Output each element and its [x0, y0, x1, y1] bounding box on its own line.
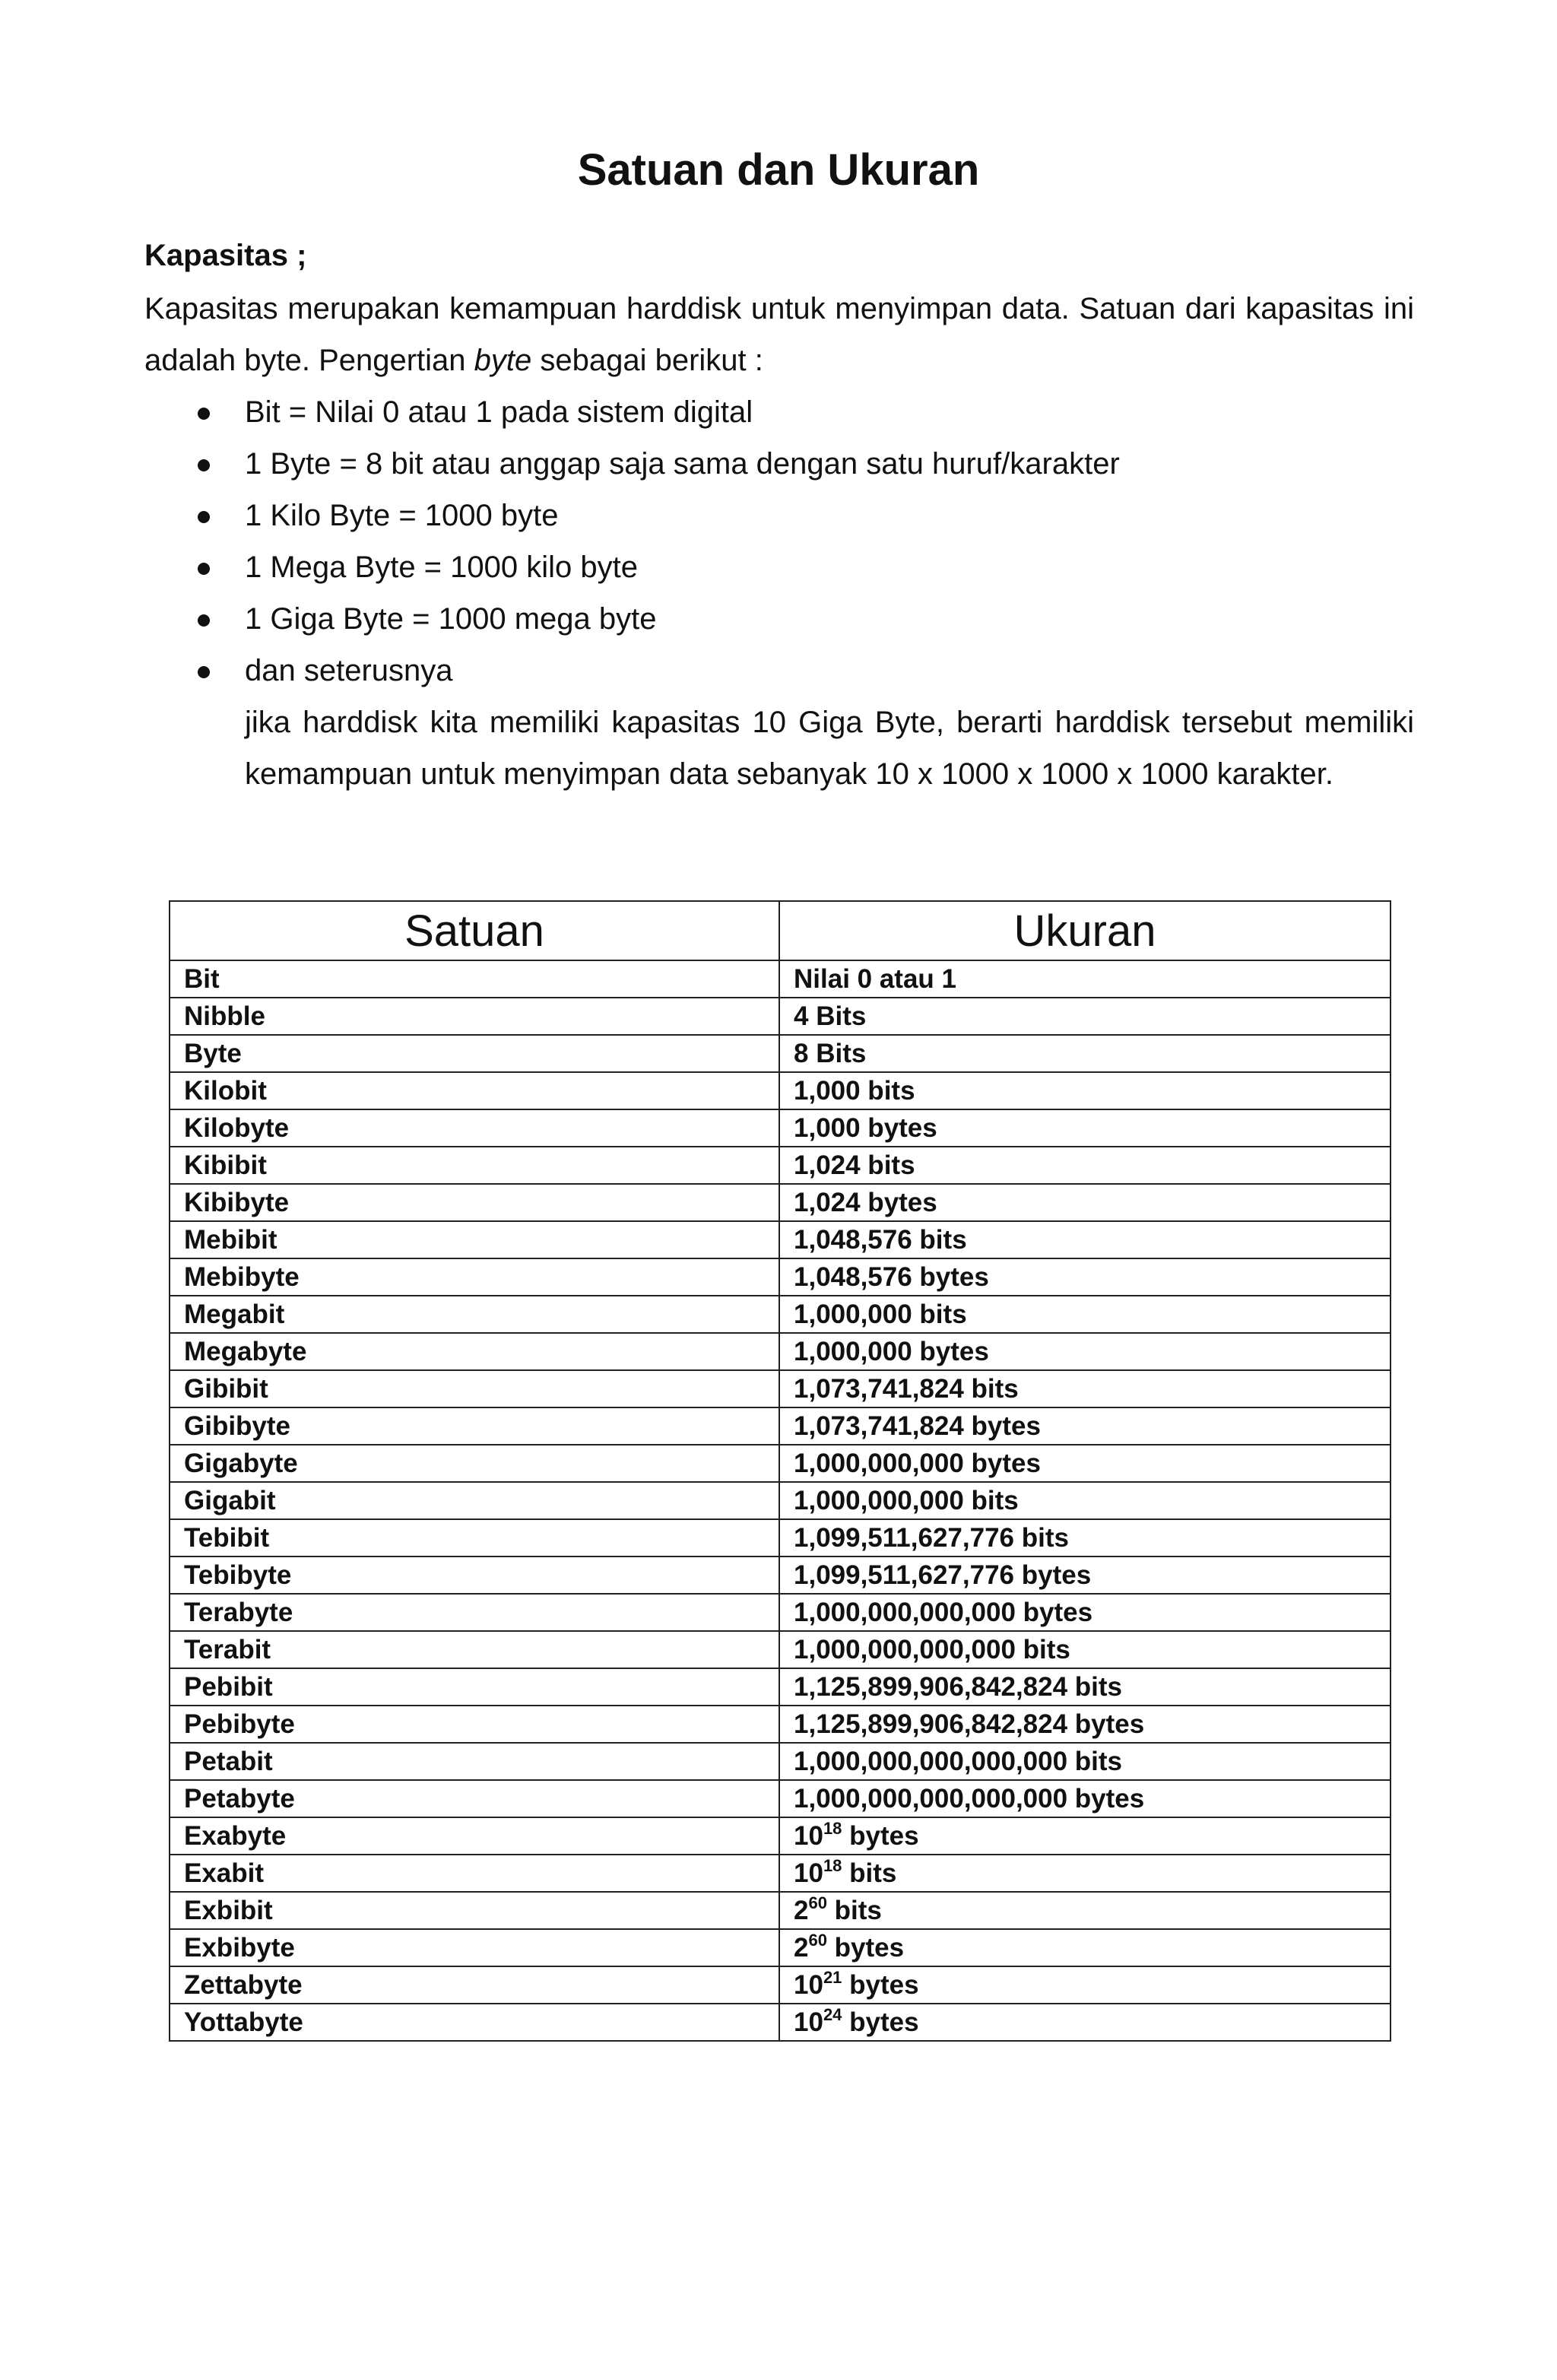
table-row	[170, 1594, 1391, 1631]
capacity-note: jika harddisk kita memiliki kapasitas 10 Giga Byte, berarti harddisk tersebut memiliki kemampuan untuk menyimpan data sebanyak 10 x 1000 x 1000 x 1000 karakter.	[245, 706, 1414, 791]
table-row	[170, 1370, 1391, 1407]
table-row	[170, 1966, 1391, 2004]
cell-satuan: Kibibit	[170, 1147, 779, 1184]
cell-ukuran: 1,073,741,824 bits	[779, 1370, 1391, 1407]
table-row	[170, 1855, 1391, 1892]
cell-ukuran: 1,125,899,906,842,824 bits	[779, 1668, 1391, 1706]
cell-satuan: Megabyte	[170, 1333, 779, 1370]
table-row	[170, 1221, 1391, 1258]
bullet-icon	[198, 614, 210, 627]
power-unit: bits	[842, 1858, 897, 1888]
intro-emphasis: byte	[474, 344, 532, 377]
power-exponent: 18	[823, 1856, 842, 1875]
header-satuan: Satuan	[170, 901, 779, 960]
cell-satuan: Tebibyte	[170, 1557, 779, 1594]
power-exponent: 18	[823, 1819, 842, 1838]
table-row	[170, 1258, 1391, 1296]
table-row	[170, 1892, 1391, 1929]
cell-ukuran	[779, 1929, 1391, 1966]
power-unit: bytes	[826, 1933, 905, 1963]
cell-satuan: Mebibit	[170, 1221, 779, 1258]
cell-satuan: Pebibyte	[170, 1706, 779, 1743]
bullet-item	[144, 490, 1414, 541]
bullet-icon	[198, 459, 210, 471]
cell-ukuran: 1,099,511,627,776 bits	[779, 1519, 1391, 1557]
units-table	[169, 900, 1391, 2042]
cell-satuan: Petabit	[170, 1743, 779, 1780]
cell-ukuran	[779, 1817, 1391, 1855]
table-row	[170, 998, 1391, 1035]
cell-satuan: Bit	[170, 960, 779, 998]
power-exponent: 60	[808, 1931, 827, 1950]
cell-ukuran	[779, 1966, 1391, 2004]
cell-satuan: Mebibyte	[170, 1258, 779, 1296]
table-row	[170, 2004, 1391, 2041]
bullet-text: dan seterusnya	[245, 654, 453, 687]
power-exponent: 60	[808, 1893, 827, 1912]
power-base: 10	[794, 1858, 823, 1888]
bullet-item	[144, 438, 1414, 490]
table-row	[170, 1109, 1391, 1147]
cell-ukuran: 1,000,000,000,000,000 bits	[779, 1743, 1391, 1780]
intro-text-before: Kapasitas merupakan kemampuan harddisk untuk menyimpan data. Satuan dari kapasitas ini adalah byte. Pengertian	[144, 292, 1414, 377]
bullet-icon	[198, 408, 210, 420]
cell-satuan: Pebibit	[170, 1668, 779, 1706]
table-row	[170, 1631, 1391, 1668]
cell-satuan: Kibibyte	[170, 1184, 779, 1221]
table-row	[170, 1035, 1391, 1072]
table-row	[170, 1072, 1391, 1109]
bullet-icon	[198, 511, 210, 523]
cell-satuan: Terabyte	[170, 1594, 779, 1631]
cell-satuan: Nibble	[170, 998, 779, 1035]
table-row	[170, 1817, 1391, 1855]
bullet-icon	[198, 666, 210, 678]
section-heading: Kapasitas ;	[144, 239, 307, 272]
cell-satuan: Tebibit	[170, 1519, 779, 1557]
table-row	[170, 1482, 1391, 1519]
table-row	[170, 1929, 1391, 1966]
cell-ukuran: 1,000,000 bytes	[779, 1333, 1391, 1370]
bullet-item	[144, 645, 1414, 697]
cell-ukuran: 1,000,000,000,000 bytes	[779, 1594, 1391, 1631]
cell-satuan: Gibibit	[170, 1370, 779, 1407]
table-row	[170, 1668, 1391, 1706]
cell-ukuran: 1,000,000,000,000 bits	[779, 1631, 1391, 1668]
cell-satuan: Exabyte	[170, 1817, 779, 1855]
header-ukuran: Ukuran	[779, 901, 1391, 960]
cell-ukuran: 1,048,576 bits	[779, 1221, 1391, 1258]
cell-ukuran: 1,000,000 bits	[779, 1296, 1391, 1333]
table-row	[170, 1743, 1391, 1780]
cell-ukuran: 8 Bits	[779, 1035, 1391, 1072]
bullet-text: 1 Byte = 8 bit atau anggap saja sama dengan satu huruf/karakter	[245, 447, 1120, 481]
table-row	[170, 960, 1391, 998]
table-row	[170, 1557, 1391, 1594]
cell-satuan: Gigabit	[170, 1482, 779, 1519]
cell-satuan: Byte	[170, 1035, 779, 1072]
table-row	[170, 1333, 1391, 1370]
table-body	[170, 960, 1391, 2041]
cell-ukuran: 1,000 bits	[779, 1072, 1391, 1109]
bullet-list	[144, 386, 1414, 697]
cell-ukuran: 1,125,899,906,842,824 bytes	[779, 1706, 1391, 1743]
bullet-text: 1 Mega Byte = 1000 kilo byte	[245, 551, 638, 584]
bullet-text: 1 Kilo Byte = 1000 byte	[245, 499, 559, 532]
bullet-item	[144, 541, 1414, 593]
cell-ukuran: 4 Bits	[779, 998, 1391, 1035]
cell-satuan: Gibibyte	[170, 1407, 779, 1445]
power-base: 10	[794, 1970, 823, 2000]
cell-satuan: Exbibit	[170, 1892, 779, 1929]
bullet-icon	[198, 563, 210, 575]
cell-satuan: Exbibyte	[170, 1929, 779, 1966]
cell-satuan: Megabit	[170, 1296, 779, 1333]
cell-satuan: Gigabyte	[170, 1445, 779, 1482]
cell-satuan: Terabit	[170, 1631, 779, 1668]
bullet-item	[144, 593, 1414, 645]
power-unit: bytes	[842, 1821, 919, 1851]
table-row	[170, 1519, 1391, 1557]
cell-ukuran	[779, 2004, 1391, 2041]
cell-ukuran	[779, 1855, 1391, 1892]
cell-ukuran: 1,000 bytes	[779, 1109, 1391, 1147]
power-unit: bytes	[842, 2007, 919, 2037]
page-title: Satuan dan Ukuran	[577, 145, 980, 195]
cell-satuan: Zettabyte	[170, 1966, 779, 2004]
power-base: 2	[794, 1933, 809, 1963]
power-base: 10	[794, 1821, 823, 1851]
power-exponent: 24	[823, 2005, 842, 2024]
cell-ukuran: 1,000,000,000 bytes	[779, 1445, 1391, 1482]
power-unit: bytes	[842, 1970, 919, 2000]
table-row	[170, 1706, 1391, 1743]
cell-ukuran: 1,024 bytes	[779, 1184, 1391, 1221]
cell-ukuran: Nilai 0 atau 1	[779, 960, 1391, 998]
bullet-item	[144, 386, 1414, 438]
table-row	[170, 1147, 1391, 1184]
table-row	[170, 1184, 1391, 1221]
table-header-row	[170, 901, 1391, 960]
bullet-text: 1 Giga Byte = 1000 mega byte	[245, 602, 657, 636]
table-row	[170, 1407, 1391, 1445]
cell-ukuran: 1,048,576 bytes	[779, 1258, 1391, 1296]
cell-satuan: Petabyte	[170, 1780, 779, 1817]
cell-ukuran: 1,000,000,000,000,000 bytes	[779, 1780, 1391, 1817]
cell-satuan: Kilobyte	[170, 1109, 779, 1147]
intro-text-after: sebagai berikut :	[531, 344, 763, 377]
cell-satuan: Kilobit	[170, 1072, 779, 1109]
power-unit: bits	[826, 1896, 882, 1925]
intro-paragraph	[144, 283, 1414, 386]
cell-ukuran: 1,099,511,627,776 bytes	[779, 1557, 1391, 1594]
cell-satuan: Yottabyte	[170, 2004, 779, 2041]
cell-ukuran: 1,073,741,824 bytes	[779, 1407, 1391, 1445]
power-exponent: 21	[823, 1968, 842, 1987]
cell-satuan: Exabit	[170, 1855, 779, 1892]
cell-ukuran: 1,000,000,000 bits	[779, 1482, 1391, 1519]
table-row	[170, 1296, 1391, 1333]
bullet-text: Bit = Nilai 0 atau 1 pada sistem digital	[245, 395, 753, 429]
power-base: 2	[794, 1896, 809, 1925]
table-row	[170, 1445, 1391, 1482]
power-base: 10	[794, 2007, 823, 2037]
cell-ukuran	[779, 1892, 1391, 1929]
cell-ukuran: 1,024 bits	[779, 1147, 1391, 1184]
table-row	[170, 1780, 1391, 1817]
